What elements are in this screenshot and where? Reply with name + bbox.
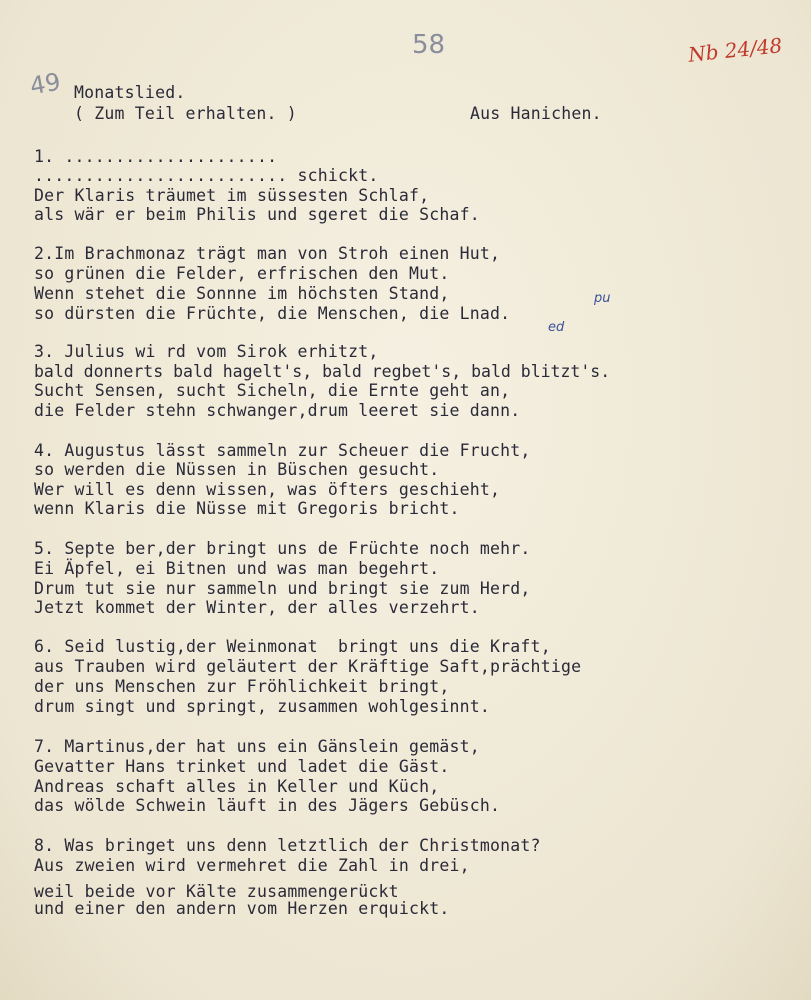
stanza-8-line-1: 8. Was bringet uns denn letztlich der Christmonat?	[34, 836, 541, 855]
stanza-1-line-2: ......................... schickt.	[34, 166, 379, 185]
stanza-4-line-1: 4. Augustus lässt sammeln zur Scheuer die Frucht,	[34, 441, 531, 460]
stanza-2-line-2: so grünen die Felder, erfrischen den Mut.	[34, 264, 450, 283]
stanza-3-line-2: bald donnerts bald hagelt's, bald regbet's, bald blitzt's.	[34, 362, 611, 381]
stanza-7-line-4: das wölde Schwein läuft in des Jägers Gebüsch.	[34, 796, 501, 815]
stanza-3-line-4: die Felder stehn schwanger,drum leeret sie dann.	[34, 401, 521, 420]
stanza-8-line-2: Aus zweien wird vermehret die Zahl in drei,	[34, 856, 470, 875]
stanza-7-line-3: Andreas schaft alles in Keller und Küch,	[34, 777, 440, 796]
stanza-1-line-3: Der Klaris träumet im süssesten Schlaf,	[34, 186, 430, 205]
stanza-1-line-4: als wär er beim Philis und sgeret die Schaf.	[34, 205, 480, 224]
stanza-6-line-1: 6. Seid lustig,der Weinmonat bringt uns die Kraft,	[34, 637, 551, 656]
song-subtitle: ( Zum Teil erhalten. )	[74, 104, 297, 123]
stanza-8-line-3: weil beide vor Kälte zusammengerückt	[34, 882, 399, 901]
stanza-4-line-2: so werden die Nüssen in Büschen gesucht.	[34, 460, 440, 479]
folio-annotation: 49	[27, 67, 63, 101]
stanza-4-line-3: Wer will es denn wissen, was öfters geschieht,	[34, 480, 501, 499]
stanza-5-line-1: 5. Septe ber,der bringt uns de Früchte noch mehr.	[34, 539, 531, 558]
stanza-1-line-1: 1. .....................	[34, 147, 278, 166]
stanza-2-line-3: Wenn stehet die Sonnne im höchsten Stand,	[34, 284, 450, 303]
stanza-6-line-4: drum singt und springt, zusammen wohlgesinnt.	[34, 697, 491, 716]
margin-note-pu: pu	[594, 291, 611, 306]
stanza-3-line-3: Sucht Sensen, sucht Sicheln, die Ernte geht an,	[34, 381, 511, 400]
stanza-6-line-3: der uns Menschen zur Fröhlichkeit bringt,	[34, 677, 450, 696]
stanza-8-line-4: und einer den andern vom Herzen erquickt.	[34, 899, 450, 918]
stanza-2-line-4: so dürsten die Früchte, die Menschen, die Lnad.	[34, 304, 511, 323]
archive-number-annotation: Nb 24/48	[687, 33, 784, 67]
stanza-3-line-1: 3. Julius wi rd vom Sirok erhitzt,	[34, 342, 379, 361]
song-origin: Aus Hanichen.	[470, 104, 602, 123]
stanza-5-line-3: Drum tut sie nur sammeln und bringt sie zum Herd,	[34, 579, 531, 598]
stanza-5-line-2: Ei Äpfel, ei Bitnen und was man begehrt.	[34, 559, 440, 578]
song-title: Monatslied.	[74, 83, 186, 102]
margin-note-ed: ed	[548, 320, 565, 335]
stanza-5-line-4: Jetzt kommet der Winter, der alles verzehrt.	[34, 598, 480, 617]
stanza-2-line-1: 2.Im Brachmonaz trägt man von Stroh einen Hut,	[34, 244, 501, 263]
stanza-4-line-4: wenn Klaris die Nüsse mit Gregoris bricht.	[34, 499, 460, 518]
stanza-7-line-2: Gevatter Hans trinket und ladet die Gäst.	[34, 757, 450, 776]
page-number-annotation: 58	[412, 30, 446, 60]
stanza-6-line-2: aus Trauben wird geläutert der Kräftige Saft,prächtige	[34, 657, 582, 676]
stanza-7-line-1: 7. Martinus,der hat uns ein Gänslein gemäst,	[34, 737, 480, 756]
